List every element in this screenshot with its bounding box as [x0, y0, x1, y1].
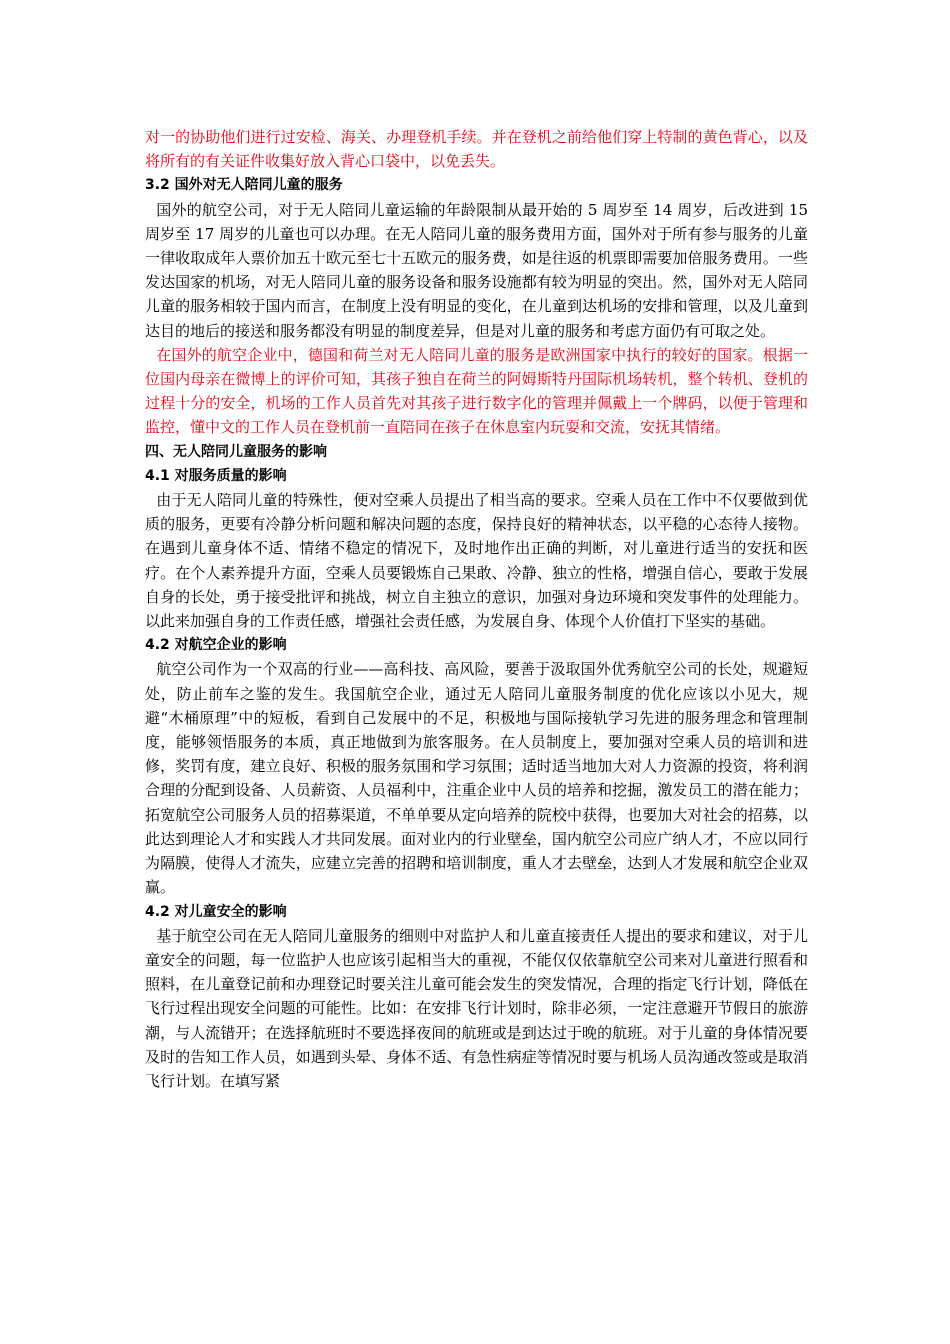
heading-4: 四、无人陪同儿童服务的影响	[145, 443, 327, 460]
paragraph-4-2-airline: 航空公司作为一个双高的行业——高科技、高风险，要善于汲取国外优秀航空公司的长处，规避短处，防止前车之鉴的发生。我国航空企业，通过无人陪同儿童服务制度的优化应该以小见大，规避“木桶原理”中的短板，看到自己发展中的不足，积极地与国际接轨学习先进的服务理念和管理制度，能够领悟服务的本质，真正地做到为旅客服务。在人员制度上，要加强对空乘人员的培训和进修，奖罚有度，建立良好、积极的服务氛围和学习氛围；适时适当地加大对人力资源的投资，将利润合理的分配到设备、人员薪资、人员福利中，注重企业中人员的培养和挖掘，激发员工的潜在能力；拓宽航空公司服务人员的招募渠道，不单单要从定向培养的院校中获得，也要加大对社会的招募，以此达到理论人才和实践人才共同发展。面对业内的行业壁垒，国内航空公司应广纳人才，不应以同行为隔膜，使得人才流失，应建立完善的招聘和培训制度，重人才去壁垒，达到人才发展和航空企业双赢。	[145, 660, 808, 897]
paragraph-4-2-child-safety: 基于航空公司在无人陪同儿童服务的细则中对监护人和儿童直接责任人提出的要求和建议，对于儿童安全的问题，每一位监护人也应该引起相当大的重视，不能仅仅依靠航空公司来对儿童进行照看和照料，在儿童登记前和办理登记时要关注儿童可能会发生的突发情况，合理的指定飞行计划，降低在飞行过程出现安全问题的可能性。比如：在安排飞行计划时，除非必须，一定注意避开节假日的旅游潮，与人流错开；在选择航班时不要选择夜间的航班或是到达过于晚的航班。对于儿童的身体情况要及时的告知工作人员，如遇到头晕、身体不适、有急性病症等情况时要与机场人员沟通改签或是取消飞行计划。在填写紧	[145, 926, 808, 1090]
heading-4-2-child-safety: 4.2 对儿童安全的影响	[145, 903, 287, 920]
intro-paragraph: 对一的协助他们进行过安检、海关、办理登机手续。并在登机之前给他们穿上特制的黄色背心，以及将所有的有关证件收集好放入背心口袋中，以免丢失。	[145, 128, 808, 171]
paragraph-3-2-b: 在国外的航空企业中，德国和荷兰对无人陪同儿童的服务是欧洲国家中执行的较好的国家。根据一位国内母亲在微博上的评价可知，其孩子独自在荷兰的阿姆斯特丹国际机场转机，整个转机、登机的过程十分的安全，机场的工作人员首先对其孩子进行数字化的管理并佩戴上一个牌码，以便于管理和监控，懂中文的工作人员在登机前一直陪同在孩子在休息室内玩耍和交流，安抚其情绪。	[145, 345, 808, 437]
paragraph-4-1: 由于无人陪同儿童的特殊性，便对空乘人员提出了相当高的要求。空乘人员在工作中不仅要做到优质的服务，更要有冷静分析问题和解决问题的态度，保持良好的精神状态，以平稳的心态待人接物。在遇到儿童身体不适、情绪不稳定的情况下，及时地作出正确的判断，对儿童进行适当的安抚和医疗。在个人素养提升方面，空乘人员要锻炼自己果敢、冷静、独立的性格，增强自信心，要敢于发展自身的长处，勇于接受批评和挑战，树立自主独立的意识，加强对身边环境和突发事件的处理能力。以此来加强自身的工作责任感，增强社会责任感，为发展自身、体现个人价值打下坚实的基础。	[145, 491, 808, 631]
paragraph-3-2-a: 国外的航空公司，对于无人陪同儿童运输的年龄限制从最开始的 5 周岁至 14 周岁，后改进到 15 周岁至 17 周岁的儿童也可以办理。在无人陪同儿童的服务费用方面，国外对于所有参与服务的儿童一律收取成年人票价加五十欧元至七十五欧元的服务费，如是往返的机票即需要加倍服务费用。一些发达国家的机场，对无人陪同儿童的服务设备和服务设施都有较为明显的突出。然，国外对无人陪同儿童的服务相较于国内而言，在制度上没有明显的变化，在儿童到达机场的安排和管理，以及儿童到达目的地后的接送和服务都没有明显的制度差异，但是对儿童的服务和考虑方面仍有可取之处。	[145, 200, 808, 340]
heading-3-2: 3.2 国外对无人陪同儿童的服务	[145, 177, 343, 194]
heading-4-1: 4.1 对服务质量的影响	[145, 467, 287, 484]
heading-4-2-airline: 4.2 对航空企业的影响	[145, 637, 287, 654]
document-page	[145, 125, 808, 1093]
